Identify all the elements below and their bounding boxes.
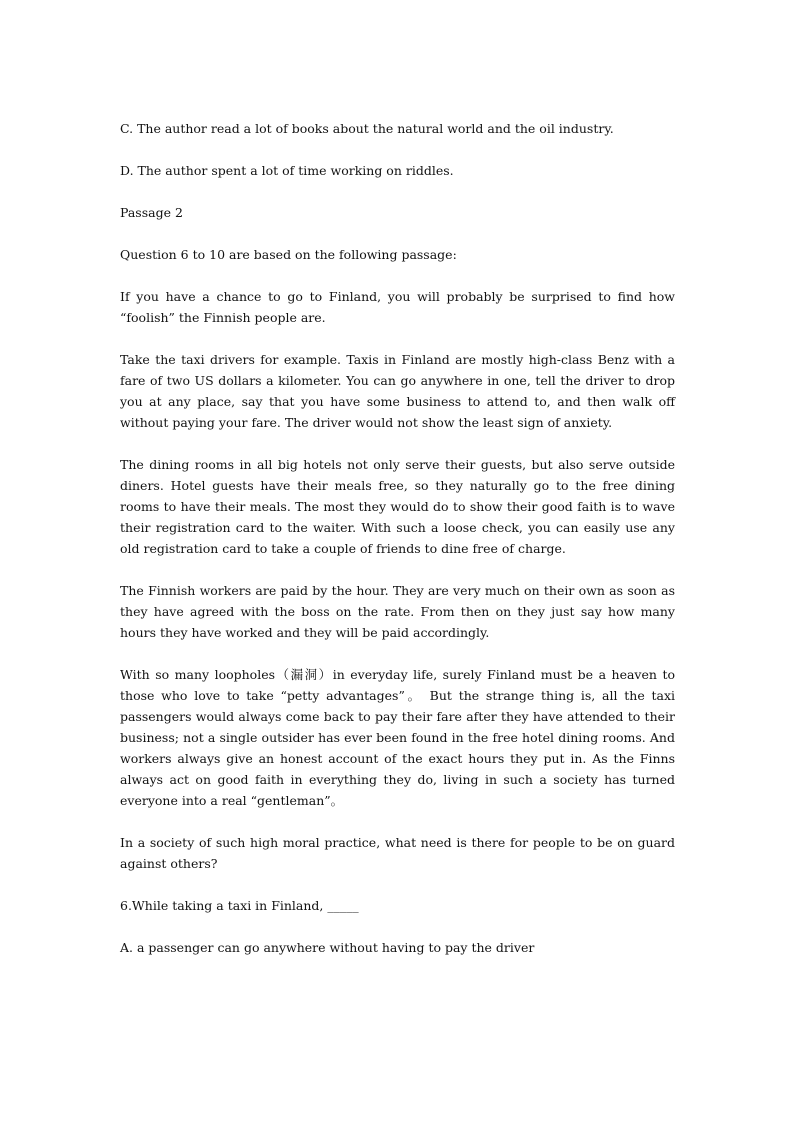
question-6: 6.While taking a taxi in Finland, _____ bbox=[120, 898, 359, 913]
passage-paragraph-1: If you have a chance to go to Finland, you will probably be surprised to find how “foolish” the Finnish people are. bbox=[120, 289, 675, 325]
document-body bbox=[120, 118, 675, 979]
passage-paragraph-3: The dining rooms in all big hotels not only serve their guests, but also serve outside diners. Hotel guests have their meals free, so they naturally go to the free dining rooms to have their meals. The most they would do to show their good faith is to wave their registration card to the waiter. With such a loose check, you can easily use any old registration card to take a couple of friends to dine free of charge. bbox=[120, 457, 675, 556]
passage-paragraph-2: Take the taxi drivers for example. Taxis in Finland are mostly high-class Benz with a fare of two US dollars a kilometer. You can go anywhere in one, tell the driver to drop you at any place, say that you have some business to attend to, and then walk off without paying your fare. The driver would not show the least sign of anxiety. bbox=[120, 352, 675, 430]
answer-option-c: C. The author read a lot of books about the natural world and the oil industry. bbox=[120, 121, 614, 136]
passage-label: Passage 2 bbox=[120, 205, 183, 220]
question-intro: Question 6 to 10 are based on the following passage: bbox=[120, 247, 457, 262]
passage-paragraph-6: In a society of such high moral practice, what need is there for people to be on guard against others? bbox=[120, 835, 675, 871]
passage-paragraph-5: With so many loopholes（漏洞）in everyday life, surely Finland must be a heaven to those who love to take “petty advantages”。 But the strange thing is, all the taxi passengers would always come back to pay their fare after they have attended to their business; not a single outsider has ever been found in the free hotel dining rooms. And workers always give an honest account of the exact hours they put in. As the Finns always act on good faith in everything they do, living in such a society has turned everyone into a real “gentleman”。 bbox=[120, 667, 675, 808]
question-6-option-a: A. a passenger can go anywhere without having to pay the driver bbox=[120, 940, 535, 955]
passage-paragraph-4: The Finnish workers are paid by the hour. They are very much on their own as soon as they have agreed with the boss on the rate. From then on they just say how many hours they have worked and they will be paid accordingly. bbox=[120, 583, 675, 640]
answer-option-d: D. The author spent a lot of time working on riddles. bbox=[120, 163, 454, 178]
